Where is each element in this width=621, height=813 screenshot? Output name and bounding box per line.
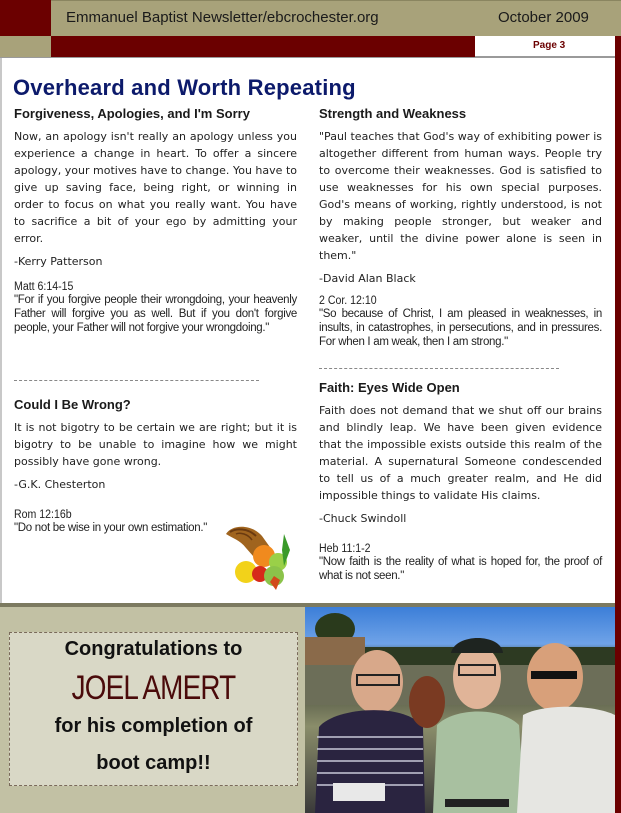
- section-body: Now, an apology isn't really an apology unless you experience a change in heart. To offer a sincere apology, your motives have to change. You have to give up saving face, being right, or winning in order to focus on what you really want. You have to sacrifice a bit of your ego by admitting your error.: [14, 130, 297, 245]
- page-title: Overheard and Worth Repeating: [13, 75, 356, 100]
- section-heading: Faith: Eyes Wide Open: [319, 380, 460, 395]
- attribution: -David Alan Black: [319, 272, 416, 285]
- section-heading: Could I Be Wrong?: [14, 397, 131, 412]
- section-heading: Strength and Weakness: [319, 106, 467, 121]
- verse-reference: 2 Cor. 12:10: [319, 295, 377, 307]
- header-divider: [0, 57, 616, 58]
- page-number: Page 3: [533, 40, 566, 51]
- congrats-line: for his completion of: [54, 715, 253, 737]
- honoree-name: JOEL AMERT: [71, 669, 236, 707]
- section-body: "Paul teaches that God's way of exhibiting power is altogether different from human ways. People try to overcome their weaknesses. God is satisfied to use weaknesses for his own special purposes. God's means of working, rightly understood, is not by making people stronger, but weaker and weaker, until the divine power alone is seen in them.": [319, 130, 602, 262]
- verse-reference: Heb 11:1-2: [319, 543, 371, 555]
- attribution: -Chuck Swindoll: [319, 512, 407, 525]
- verse-text: "Do not be wise in your own estimation.": [14, 522, 208, 534]
- header-maroon-bar: [51, 36, 475, 57]
- verse-reference: Rom 12:16b: [14, 509, 72, 521]
- verse-text: "Now faith is the reality of what is hoped for, the proof of what is not seen.": [319, 556, 602, 582]
- cornucopia-image: [222, 520, 300, 592]
- congrats-box: [9, 632, 298, 786]
- section-heading: Forgiveness, Apologies, and I'm Sorry: [14, 106, 250, 121]
- attribution: -G.K. Chesterton: [14, 478, 106, 491]
- article-faith-eyes-wide-open: [319, 380, 602, 583]
- newsletter-title: Emmanuel Baptist Newsletter/ebcrochester.org: [66, 9, 379, 26]
- boot-camp-photo: [305, 607, 615, 813]
- article-could-i-be-wrong: [14, 397, 297, 535]
- verse-text: "For if you forgive people their wrongdoing, your heavenly Father will forgive you as well. But if you don't forgive people, your Father will not forgive your wrongdoing.": [14, 294, 297, 334]
- congrats-line: boot camp!!: [96, 752, 211, 774]
- verse-text: "So because of Christ, I am pleased in weaknesses, in insults, in catastrophes, in persecutions, and in pressures. For when I am weak, then I am strong.": [319, 308, 602, 348]
- section-divider: [14, 380, 259, 381]
- verse-reference: Matt 6:14-15: [14, 281, 74, 293]
- section-divider: [319, 368, 559, 369]
- left-frame-border: [0, 58, 2, 604]
- header-accent-square-lower: [0, 36, 51, 57]
- attribution: -Kerry Patterson: [14, 255, 103, 268]
- right-frame-border: [615, 36, 621, 813]
- header-accent-square: [0, 0, 51, 36]
- section-body: It is not bigotry to be certain we are right; but it is bigotry to be unable to imagine how we might possibly have gone wrong.: [14, 421, 297, 468]
- article-strength-and-weakness: [319, 106, 602, 349]
- congrats-heading: Congratulations to: [64, 638, 243, 660]
- article-forgiveness: [14, 106, 297, 335]
- issue-date: October 2009: [498, 9, 589, 26]
- section-body: Faith does not demand that we shut off our brains and blindly leap. We have been given evidence that the impossible exists outside this realm of the material. A supernatural Someone condescended to tell us of a much greater realm, and He did impossible things to validate His claims.: [319, 404, 602, 502]
